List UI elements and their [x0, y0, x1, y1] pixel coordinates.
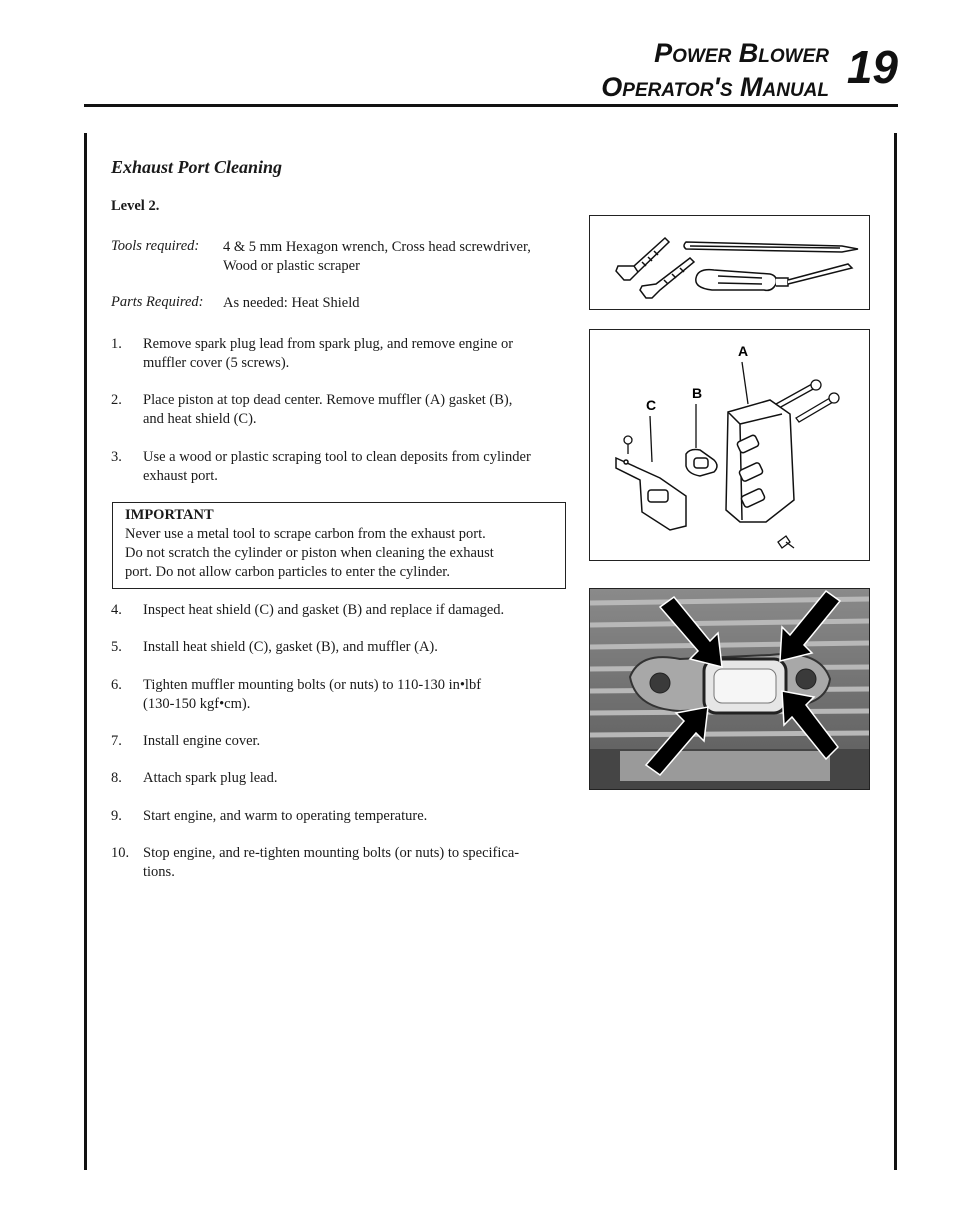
- manual-title: [601, 36, 829, 104]
- step-text-line1: Place piston at top dead center. Remove muffler (A) gasket (B),: [143, 392, 513, 408]
- step-text-line1: Use a wood or plastic scraping tool to clean deposits from cylinder: [143, 449, 531, 465]
- tools-required-label: Tools required:: [111, 238, 200, 254]
- exhaust-port-photo: [589, 588, 870, 790]
- heat-shield-icon: [616, 458, 686, 530]
- muffler-exploded-diagram: [589, 329, 870, 561]
- step-number: 4.: [111, 602, 122, 618]
- step-text-line1: Tighten muffler mounting bolts (or nuts) to 110-130 in•lbf: [143, 677, 482, 693]
- step-4: [111, 601, 563, 620]
- tools-line-1: 4 & 5 mm Hexagon wrench, Cross head screwdriver,: [223, 239, 531, 255]
- label-c: C: [646, 397, 657, 413]
- parts-required-label: Parts Required:: [111, 294, 204, 310]
- step-7: [111, 732, 563, 751]
- label-b: B: [692, 385, 703, 401]
- step-number: 3.: [111, 449, 122, 465]
- step-number: 8.: [111, 770, 122, 786]
- step-9: [111, 807, 563, 826]
- step-number: 9.: [111, 808, 122, 824]
- left-margin-rule: [84, 133, 87, 1170]
- step-8: [111, 769, 563, 788]
- step-number: 6.: [111, 677, 122, 693]
- scraper-icon: [684, 242, 858, 252]
- tools-line-2: Wood or plastic scraper: [223, 258, 360, 274]
- manual-title-line2: Operator's Manual: [601, 72, 829, 102]
- step-text-line1: Remove spark plug lead from spark plug, and remove engine or: [143, 336, 514, 352]
- step-number: 10.: [111, 845, 130, 861]
- step-text-line1: Stop engine, and re-tighten mounting bolts (or nuts) to specifica-: [143, 845, 520, 861]
- step-text-line2: and heat shield (C).: [143, 411, 257, 427]
- tools-required-value: [223, 238, 563, 276]
- step-6: [111, 676, 563, 714]
- hex-wrench-icon: [640, 258, 694, 298]
- step-5: [111, 638, 563, 657]
- page-number: 19: [846, 41, 898, 93]
- step-text-line1: Install engine cover.: [143, 733, 261, 749]
- level-label: Level 2.: [111, 198, 160, 214]
- important-line-3: port. Do not allow carbon particles to enter the cylinder.: [125, 564, 450, 580]
- important-line-1: Never use a metal tool to scrape carbon from the exhaust port.: [125, 526, 486, 542]
- tools-figure: [589, 215, 870, 310]
- step-number: 7.: [111, 733, 122, 749]
- step-text-line2: tions.: [143, 864, 175, 880]
- important-notice: [112, 502, 566, 589]
- section-title: Exhaust Port Cleaning: [111, 157, 283, 177]
- step-2: [111, 391, 563, 429]
- gasket-icon: [686, 450, 717, 477]
- step-text-line1: Attach spark plug lead.: [143, 770, 278, 786]
- muffler-icon: [726, 400, 794, 522]
- step-number: 5.: [111, 639, 122, 655]
- hex-wrench-icon: [616, 238, 669, 280]
- right-margin-rule: [894, 133, 897, 1170]
- step-text-line1: Start engine, and warm to operating temperature.: [143, 808, 428, 824]
- label-a: A: [738, 343, 749, 359]
- step-text-line2: (130-150 kgf•cm).: [143, 696, 251, 712]
- parts-required-value: As needed: Heat Shield: [223, 295, 360, 311]
- step-10: [111, 844, 563, 882]
- screwdriver-icon: [696, 264, 852, 290]
- step-text-line2: muffler cover (5 screws).: [143, 355, 290, 371]
- step-text-line1: Install heat shield (C), gasket (B), and muffler (A).: [143, 639, 438, 655]
- step-3: [111, 448, 563, 486]
- step-text-line1: Inspect heat shield (C) and gasket (B) and replace if damaged.: [143, 602, 505, 618]
- step-text-line2: exhaust port.: [143, 468, 218, 484]
- header-rule: [84, 104, 898, 107]
- manual-title-line1: Power Blower: [654, 38, 829, 68]
- step-number: 1.: [111, 336, 122, 352]
- step-1: [111, 335, 563, 373]
- important-line-2: Do not scratch the cylinder or piston when cleaning the exhaust: [125, 545, 494, 561]
- important-heading: IMPORTANT: [125, 507, 214, 523]
- step-number: 2.: [111, 392, 122, 408]
